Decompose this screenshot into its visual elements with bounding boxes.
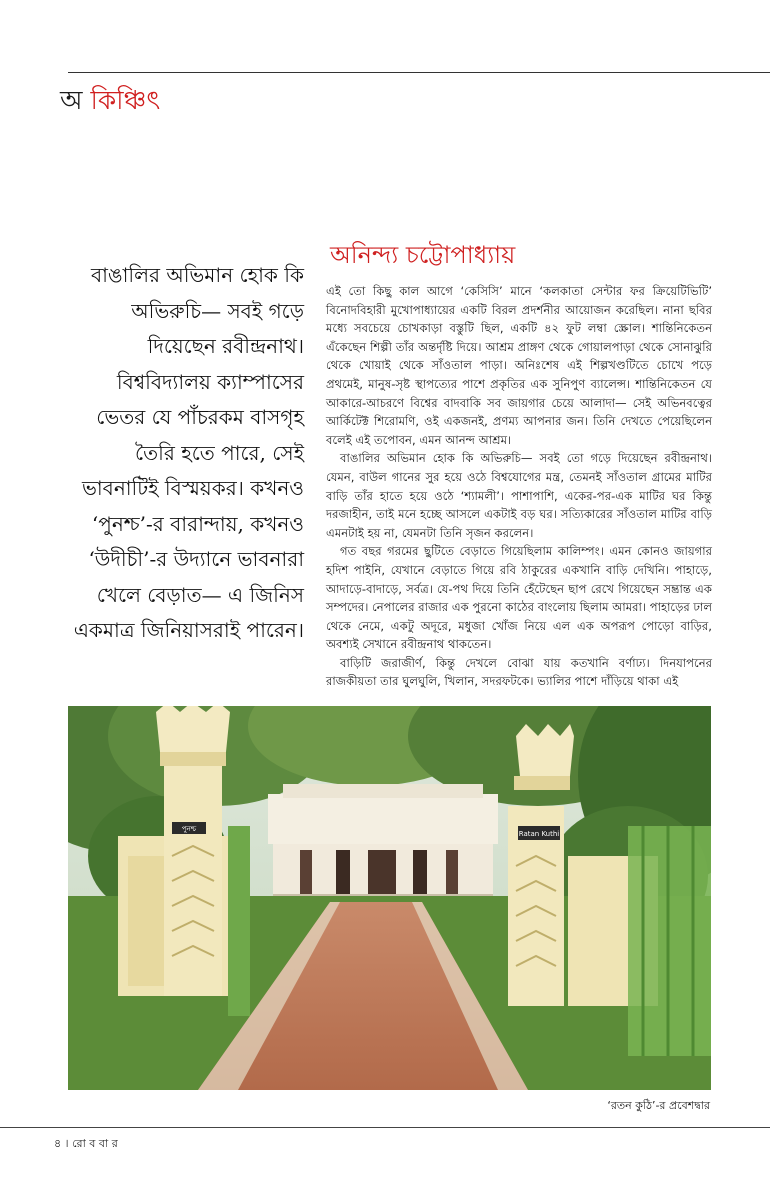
author-byline: অনিন্দ্য চট্টোপাধ্যায় [330, 241, 516, 269]
section-title-part2: কিঞ্চিৎ [90, 86, 161, 116]
article-paragraph: এই তো কিছু কাল আগে ‘কেসিসি’ মানে ‘কলকাতা সেন্টার ফর ক্রিয়েটিভিটি’ বিনোদবিহারী মুখোপাধ্যায়ের একটি বিরল প্রদর্শনীর আয়োজন করেছিল। নানা ছবির মধ্যে সবচেয়ে চোখকাড়া বস্তুটি ছিল, একটি ৪২ ফুট লম্বা স্ক্রোল। শান্তিনিকেতন এঁকেছেন শিল্পী তাঁর অন্তর্দৃষ্টি দিয়ে। আশ্রম প্রাঙ্গণ থেকে গোয়ালপাড়া থেকে সোনাঝুরি থেকে খোয়াই থেকে সাঁওতাল পাড়া। অনিঃশেষ এই শিল্পখণ্ডটিতে চোখে পড়ে প্রথমেই, মানুষ-সৃষ্ট স্থাপত্যের পাশে প্রকৃতির এক সুনিপুণ ব্যালেন্স। শান্তিনিকেতন যে আকারে-আচরণে বিশ্বের বাদবাকি সব জায়গার চেয়ে আলাদা— সেই অভিনবত্বের আর্কিটেক্ট শিরোমণি, ওই একজনই, প্রণম্য আপনার জন। তিনি দেখতে পেয়েছিলেন বলেই এই তপোবন, এমন আনন্দ আশ্রম। [326, 284, 712, 447]
article-paragraph: গত বছর গরমের ছুটিতে বেড়াতে গিয়েছিলাম কালিম্পং। এমন কোনও জায়গার হদিশ পাইনি, যেখানে বেড়াতে গিয়ে রবি ঠাকুরের একখানি বাড়ি দেখিনি। পাহাড়ে, আদাড়ে-বাদাড়ে, সর্বত্র। যে-পথ দিয়ে তিনি হেঁটেছেন ছাপ রেখে গিয়েছেন সম্ভ্রান্ত এক সম্পদের। নেপালের রাজার এক পুরনো কাঠের বাংলোয় ছিলাম আমরা। পাহাড়ের ঢাল থেকে নেমে, একটু অদূরে, মধুজা খোঁজ নিয়ে এল এক অপরূপ পোড়ো বাড়ির, অবশ্যই সেখানে রবীন্দ্রনাথ থাকতেন। [326, 544, 712, 652]
article-paragraph: বাঙালির অভিমান হোক কি অভিরুচি— সবই তো গড়ে দিয়েছেন রবীন্দ্রনাথ। যেমন, বাউল গানের সুর হয়ে ওঠে বিশ্বযোগের মন্ত্র, তেমনই সাঁওতাল গ্রামের মাটির বাড়ি তাঁর হাতে হয়ে ওঠে ‘শ্যামলী’। পাশাপাশি, একের-পর-এক মাটির ঘর কিন্তু দরজাহীন, তাই মনে হচ্ছে আসলে একটাই বড় ঘর। সত্যিকারের সাঁওতাল মাটির বাড়ি এমনটাই হয় না, যেমনটা তিনি সৃজন করলেন। [326, 451, 712, 540]
footer-separator: । [64, 1137, 69, 1150]
page-number: ৪ [54, 1137, 62, 1150]
article-paragraph: বাড়িটি জরাজীর্ণ, কিন্তু দেখলে বোঝা যায় কতখানি বর্ণাঢ্য। দিনযাপনের রাজকীয়তা তার ঘুলঘুলি, খিলান, সদরফটকে। ভ্যালির পাশে দাঁড়িয়ে থাকা এই [326, 655, 712, 689]
photo-caption: ‘রতন কুঠি’-র প্রবেশদ্বার [607, 1099, 710, 1112]
header-rule [68, 72, 770, 73]
section-title-part1: অ [60, 86, 83, 116]
gate-photo [68, 706, 711, 1090]
left-gate-sign: পুনশ্চ [181, 825, 197, 833]
right-gate-sign: Ratan Kuthi [518, 830, 560, 838]
article-body [326, 282, 712, 691]
footer-rule [0, 1127, 770, 1128]
magazine-name: রো ব বা র [72, 1137, 118, 1150]
section-title [60, 84, 160, 118]
page-footer [54, 1135, 118, 1154]
bungalow [268, 784, 498, 900]
pull-quote: বাঙালির অভিমান হোক কি অভিরুচি— সবই গড়ে দিয়েছেন রবীন্দ্রনাথ। বিশ্ববিদ্যালয় ক্যাম্পাসের ভেতর যে পাঁচরকম বাসগৃহ তৈরি হতে পারে, সেই ভাবনাটিই বিস্ময়কর। কখনও ‘পুনশ্চ’-র বারান্দায়, কখনও ‘উদীচী’-র উদ্যানে ভাবনারা খেলে বেড়াত— এ জিনিস একমাত্র জিনিয়াসরাই পারেন। [73, 263, 304, 642]
